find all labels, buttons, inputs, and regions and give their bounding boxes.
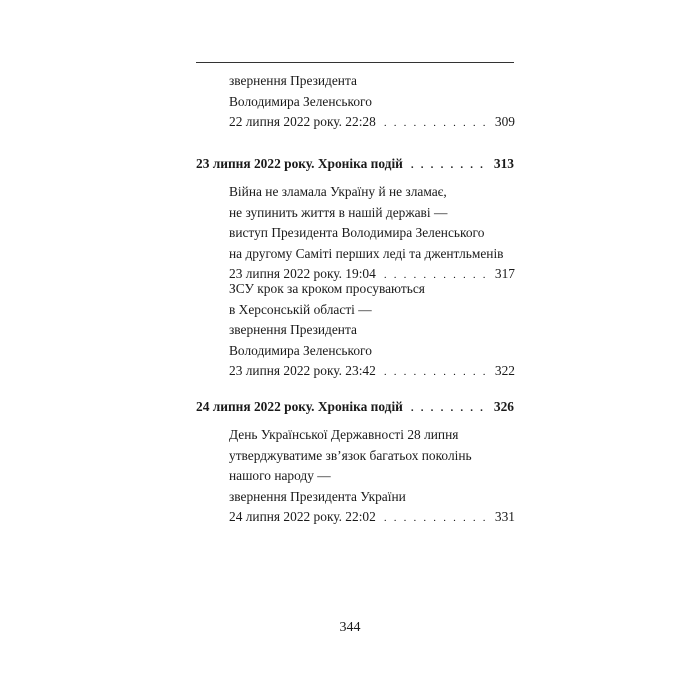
toc-entry-page: 322 — [494, 363, 515, 378]
toc-heading-page: 313 — [493, 156, 514, 171]
toc-entry-page: 331 — [494, 509, 515, 524]
toc-entry-date: 22 липня 2022 року. 22:28 — [229, 114, 376, 129]
toc-entry-date-line — [229, 112, 515, 134]
toc-entry-title-line: звернення Президента України — [229, 488, 406, 504]
toc-heading-page: 326 — [493, 399, 514, 414]
toc-entry-title-line: День Української Державності 28 липня — [229, 427, 459, 442]
toc-entry-date-line — [229, 507, 515, 529]
toc-entry-date-line — [229, 361, 515, 383]
toc-entry-title-line: Війна не зламала Україну й не зламає, — [229, 184, 447, 199]
dot-leader — [411, 155, 488, 176]
toc-heading-title: 23 липня 2022 року. Хроніка подій — [196, 156, 403, 171]
toc-entry-date: 24 липня 2022 року. 22:02 — [229, 509, 376, 524]
toc-entry-title-line: нашого народу — — [229, 468, 331, 483]
toc-entry[interactable] — [229, 279, 515, 383]
toc-entry-title-line: в Херсонській області — — [229, 301, 372, 317]
toc-section-heading[interactable] — [196, 154, 514, 176]
toc-entry-title-line: Володимира Зеленського — [229, 342, 372, 358]
toc-entry-title-line: виступ Президента Володимира Зеленського — [229, 225, 485, 240]
toc-entry[interactable] — [229, 182, 515, 286]
toc-heading-line — [196, 154, 514, 176]
toc-entry-date: 23 липня 2022 року. 23:42 — [229, 363, 376, 378]
toc-heading-title: 24 липня 2022 року. Хроніка подій — [196, 399, 403, 414]
toc-entry-title-line: на другому Саміті перших леді та джентльменів — [229, 245, 504, 261]
dot-leader — [384, 362, 489, 383]
toc-entry-date: 23 липня 2022 року. 19:04 — [229, 266, 376, 281]
dot-leader — [384, 508, 489, 529]
toc-entry-title-line: звернення Президента — [229, 322, 357, 337]
dot-leader — [384, 113, 489, 134]
toc-heading-line — [196, 397, 514, 419]
page-number: 344 — [339, 620, 361, 635]
toc-entry-title-line: не зупинить життя в нашій державі — — [229, 204, 448, 220]
toc-entry-page: 309 — [494, 114, 515, 129]
toc-entry-title-line: Володимира Зеленського — [229, 93, 372, 109]
top-rule — [196, 62, 514, 63]
toc-entry-title-line: ЗСУ крок за кроком просуваються — [229, 281, 425, 296]
toc-section-heading[interactable] — [196, 397, 514, 419]
toc-entry-page: 317 — [494, 266, 515, 281]
dot-leader — [411, 398, 488, 419]
toc-entry-title-line: звернення Президента — [229, 73, 357, 88]
toc-entry[interactable] — [229, 71, 515, 134]
toc-entry-title-line: утверджуватиме зв’язок багатьох поколінь — [229, 447, 472, 463]
toc-entry[interactable] — [229, 425, 515, 529]
